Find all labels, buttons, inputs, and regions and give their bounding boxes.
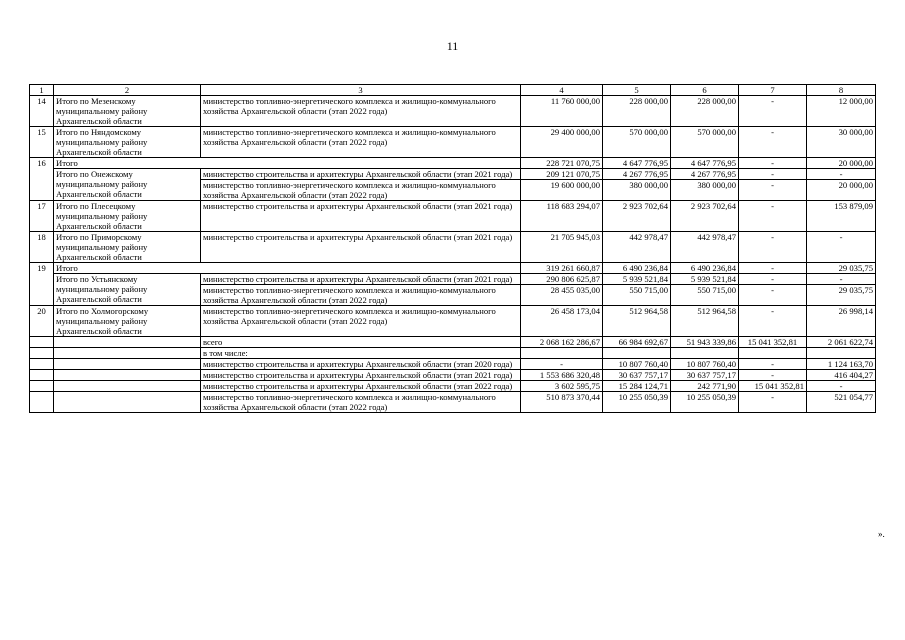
cell-c5: 4 267 776,95 [603,169,671,180]
cell-c7: - [739,180,807,201]
cell-c7: - [739,169,807,180]
cell-c8: - [807,274,876,285]
cell-c6: 51 943 339,86 [671,337,739,348]
ministry-name: министерство строительства и архитектуры Архангельской области (этап 2020 года) [201,359,521,370]
cell-c8: 12 000,00 [807,96,876,127]
empty-cell [671,348,739,359]
grand-total-label: всего [201,337,521,348]
cell-c4: 29 400 000,00 [521,127,603,158]
including-label: в том числе: [201,348,521,359]
cell-c4: 11 760 000,00 [521,96,603,127]
cell-c5: 2 923 702,64 [603,201,671,232]
row-number: 14 [30,96,54,127]
cell-c5: 4 647 776,95 [603,158,671,169]
empty-cell [30,337,54,348]
cell-c5: 512 964,58 [603,306,671,337]
ministry-name: министерство строительства и архитектуры Архангельской области (этап 2022 года) [201,381,521,392]
budget-table [29,84,876,413]
cell-c6: 30 637 757,17 [671,370,739,381]
cell-c6: 6 490 236,84 [671,263,739,274]
cell-c7: - [739,201,807,232]
district-name: Итого по Мезенскому муниципальному району Архангельской области [54,96,201,127]
ministry-name: министерство топливно-энергетического комплекса и жилищно-коммунального хозяйства Архангельской области (этап 2022 года) [201,306,521,337]
cell-c7: - [739,370,807,381]
row-number: 16 [30,158,54,201]
cell-c6: 2 923 702,64 [671,201,739,232]
cell-c8: 20 000,00 [807,158,876,169]
empty-cell [54,370,201,381]
cell-c5: 442 978,47 [603,232,671,263]
cell-c8: - [807,232,876,263]
row-label: Итого [54,263,521,274]
cell-c4: 19 600 000,00 [521,180,603,201]
ministry-name: министерство строительства и архитектуры Архангельской области (этап 2021 года) [201,169,521,180]
cell-c5: 10 807 760,40 [603,359,671,370]
row-label: Итого [54,158,521,169]
cell-c8: 20 000,00 [807,180,876,201]
column-header: 4 [521,85,603,96]
column-header: 5 [603,85,671,96]
empty-cell [54,359,201,370]
cell-c4: 26 458 173,04 [521,306,603,337]
cell-c7: - [739,306,807,337]
cell-c6: 242 771,90 [671,381,739,392]
column-header: 1 [30,85,54,96]
table-row [30,201,876,232]
cell-c4: 510 873 370,44 [521,392,603,413]
ministry-name: министерство строительства и архитектуры Архангельской области (этап 2021 года) [201,274,521,285]
row-number: 18 [30,232,54,263]
empty-cell [30,381,54,392]
cell-c8: 1 124 163,70 [807,359,876,370]
district-name: Итого по Холмогорскому муниципальному району Архангельской области [54,306,201,337]
ministry-name: министерство топливно-энергетического комплекса и жилищно-коммунального хозяйства Архангельской области (этап 2022 года) [201,285,521,306]
column-header: 6 [671,85,739,96]
cell-c7: - [739,232,807,263]
cell-c6: 512 964,58 [671,306,739,337]
cell-c4: 2 068 162 286,67 [521,337,603,348]
cell-c6: 228 000,00 [671,96,739,127]
cell-c5: 228 000,00 [603,96,671,127]
empty-cell [54,381,201,392]
cell-c7: - [739,127,807,158]
cell-c8: 29 035,75 [807,263,876,274]
cell-c5: 66 984 692,67 [603,337,671,348]
cell-c5: 30 637 757,17 [603,370,671,381]
table-header-row [30,85,876,96]
table-row [30,127,876,158]
column-header: 8 [807,85,876,96]
cell-c6: 4 647 776,95 [671,158,739,169]
table-row-total [30,158,876,169]
ministry-name: министерство строительства и архитектуры Архангельской области (этап 2021 года) [201,232,521,263]
cell-c7: - [739,263,807,274]
empty-cell [54,392,201,413]
cell-c8: 153 879,09 [807,201,876,232]
cell-c4: 228 721 070,75 [521,158,603,169]
page-number: 11 [446,39,459,53]
empty-cell [54,337,201,348]
empty-cell [30,370,54,381]
row-number: 15 [30,127,54,158]
district-name: Итого по Няндомскому муниципальному району Архангельской области [54,127,201,158]
ministry-name: министерство топливно-энергетического комплекса и жилищно-коммунального хозяйства Архангельской области (этап 2022 года) [201,96,521,127]
ministry-name: министерство строительства и архитектуры Архангельской области (этап 2021 года) [201,201,521,232]
column-header: 7 [739,85,807,96]
ministry-name: министерство топливно-энергетического комплекса и жилищно-коммунального хозяйства Архангельской области (этап 2022 года) [201,180,521,201]
cell-c5: 570 000,00 [603,127,671,158]
table-row-breakdown [30,370,876,381]
empty-cell [807,348,876,359]
cell-c8: 416 404,27 [807,370,876,381]
cell-c6: 550 715,00 [671,285,739,306]
table-row-breakdown [30,381,876,392]
cell-c5: 15 284 124,71 [603,381,671,392]
cell-c8: 2 061 622,74 [807,337,876,348]
cell-c6: 4 267 776,95 [671,169,739,180]
closing-quote-mark: ». [878,529,885,539]
table-row [30,232,876,263]
cell-c6: 10 255 050,39 [671,392,739,413]
cell-c6: 5 939 521,84 [671,274,739,285]
cell-c7: 15 041 352,81 [739,381,807,392]
table-row [30,306,876,337]
table-row-breakdown [30,392,876,413]
empty-cell [30,359,54,370]
district-name: Итого по Онежскому муниципальному району Архангельской области [54,169,201,201]
empty-cell [30,348,54,359]
cell-c7: - [739,158,807,169]
empty-cell [54,348,201,359]
table-row-grand-total [30,337,876,348]
column-header: 2 [54,85,201,96]
cell-c5: 6 490 236,84 [603,263,671,274]
district-name: Итого по Плесецкому муниципальному району Архангельской области [54,201,201,232]
cell-c8: - [807,169,876,180]
cell-c5: 10 255 050,39 [603,392,671,413]
cell-c8: 521 054,77 [807,392,876,413]
cell-c5: 5 939 521,84 [603,274,671,285]
ministry-name: министерство строительства и архитектуры Архангельской области (этап 2021 года) [201,370,521,381]
cell-c4: 118 683 294,07 [521,201,603,232]
empty-cell [739,348,807,359]
cell-c8: 29 035,75 [807,285,876,306]
ministry-name: министерство топливно-энергетического комплекса и жилищно-коммунального хозяйства Архангельской области (этап 2022 года) [201,392,521,413]
cell-c7: - [739,274,807,285]
table-row-breakdown [30,359,876,370]
cell-c6: 380 000,00 [671,180,739,201]
cell-c7: - [739,359,807,370]
cell-c8: 26 998,14 [807,306,876,337]
cell-c4: 1 553 686 320,48 [521,370,603,381]
empty-cell [603,348,671,359]
cell-c6: 570 000,00 [671,127,739,158]
cell-c8: - [807,381,876,392]
district-name: Итого по Приморскому муниципальному району Архангельской области [54,232,201,263]
table-row [30,96,876,127]
cell-c4: 290 806 625,87 [521,274,603,285]
district-name: Итого по Устьянскому муниципальному району Архангельской области [54,274,201,306]
cell-c5: 380 000,00 [603,180,671,201]
cell-c6: 10 807 760,40 [671,359,739,370]
cell-c4: 21 705 945,03 [521,232,603,263]
cell-c4: 209 121 070,75 [521,169,603,180]
ministry-name: министерство топливно-энергетического комплекса и жилищно-коммунального хозяйства Архангельской области (этап 2022 года) [201,127,521,158]
table-row [30,169,876,180]
cell-c4: 319 261 660,87 [521,263,603,274]
cell-c8: 30 000,00 [807,127,876,158]
column-header: 3 [201,85,521,96]
row-number: 19 [30,263,54,306]
table-row [30,274,876,285]
cell-c7: 15 041 352,81 [739,337,807,348]
empty-cell [521,348,603,359]
cell-c7: - [739,285,807,306]
row-number: 20 [30,306,54,337]
cell-c7: - [739,392,807,413]
row-number: 17 [30,201,54,232]
cell-c7: - [739,96,807,127]
cell-c6: 442 978,47 [671,232,739,263]
cell-c5: 550 715,00 [603,285,671,306]
empty-cell [30,392,54,413]
table-row-total [30,263,876,274]
cell-c4: 28 455 035,00 [521,285,603,306]
table-row-including [30,348,876,359]
cell-c4: - [521,359,603,370]
cell-c4: 3 602 595,75 [521,381,603,392]
